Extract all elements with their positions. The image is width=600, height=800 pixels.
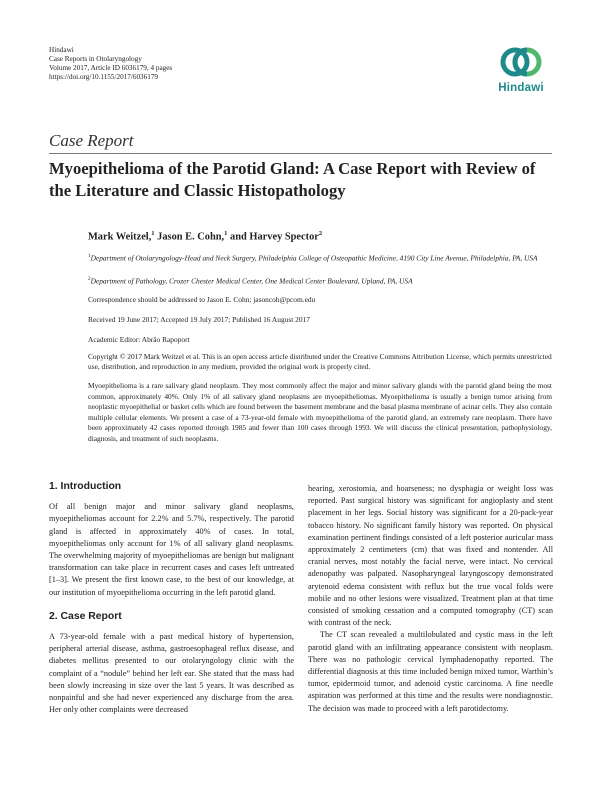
correspondence: Correspondence should be addressed to Jason E. Cohn; jasoncoh@pcom.edu [88,295,316,304]
article-title: Myoepithelioma of the Parotid Gland: A Case Report with Review of the Literature and Classic Histopathology [49,159,536,200]
doi-link[interactable]: https://doi.org/10.1155/2017/6036179 [49,73,159,81]
journal-header [49,46,172,82]
abstract: Myoepithelioma is a rare salivary gland neoplasm. They most commonly affect the major and minor salivary glands with the parotid gland being the most common, approximately 40%. Only 1% of all salivary gland neoplasms are myoepitheliomas. Myoepithelioma is usually a benign tumor arising from neoplastic myoepithelial or basket cells which are found between the basement membrane and the basal plasma membrane of acinar cells. They also contain multiple cellular elements. We present a case of a 73-year-old female with myoepithelioma of the parotid gland, an extremely rare neoplasm. There have been approximately 42 cases reported through 1985 and fewer than 100 cases through 1993. We will discuss the clinical presentation, pathophysiology, diagnosis, and treatment of such neoplasms. [88,381,552,443]
copyright-notice: Copyright © 2017 Mark Weitzel et al. This is an open access article distributed under the Creative Commons Attribution License, which permits unrestricted use, distribution, and reproduction in any medium, provided the original work is properly cited. [88,352,552,372]
author-name: and Harvey Spector [230,231,319,243]
affiliation-1 [88,251,552,264]
author-list [88,230,322,242]
affiliation-number: 2 [88,276,91,282]
journal-name: Case Reports in Otolaryngology [49,55,142,63]
author-name: Jason E. Cohn, [157,231,225,243]
case-report-paragraph: A 73-year-old female with a past medical history of hypertension, peripheral arterial disease, asthma, gastroesophageal reflux disease, and diabetes mellitus presented to our otolaryngology clinic with the complaint of a “nodule” behind her left ear. She stated that the mass had been slowly increasing in size over the last 5 years. It was described as nonpainful and she had never experienced any discharge from the area. Her only other complaints were decreased [49,632,294,715]
author-name: Mark Weitzel, [88,231,152,243]
case-history-paragraph: hearing, xerostomia, and hoarseness; no dysphagia or weight loss was reported. Past surgical history was significant for angioplasty and stent placement in her legs. Social history was significant for a 20-pack-year tobacco history. No significant family history was reported. On physical examination pertinent findings consisted of a left posterior auricular mass approximately 2 centimeters (cm) that was fixed and nontender. All cranial nerves, most notably the facial nerve, were intact. No cervical adenopathy was palpated. Nasopharyngeal laryngoscopy demonstrated arytenoid edema consistent with reflux but the true vocal folds were mobile and no other lesions were visualized. Treatment plan at that time consisted of smoking cessation and a computed tomography (CT) scan with contrast of the neck. [308,484,553,628]
hindawi-logo [493,42,549,106]
affiliation-2 [88,274,552,287]
article-type: Case Report [49,131,134,150]
academic-editor: Academic Editor: Abrão Rapoport [88,335,190,344]
affiliation-text: Department of Pathology, Crozer Chester Medical Center, One Medical Center Boulevard, Upland, PA, USA [90,276,413,286]
author-affiliation-mark: 2 [318,230,323,237]
affiliation-number: 1 [88,253,91,259]
hindawi-rings-icon [499,42,543,82]
article-dates: Received 19 June 2017; Accepted 19 July 2017; Published 16 August 2017 [88,315,310,324]
publisher-name: Hindawi [49,46,74,54]
logo-wordmark: Hindawi [498,82,544,94]
introduction-paragraph: Of all benign major and minor salivary gland neoplasms, myoepitheliomas account for 2.2% and 5.7%, respectively. The parotid gland is affected in approximately 40% of cases. In total, myoepitheliomas only account for 1% of all salivary gland neoplasms. The overwhelming majority of myoepitheliomas are benign but malignant transformation can take place in recurrent cases and cases left untreated [1–3]. We present the first known case, to the best of our knowledge, at our institution of myoepithelioma occurring in the left parotid gland. [49,502,294,597]
volume-line: Volume 2017, Article ID 6036179, 4 pages [49,64,173,72]
affiliation-text: Department of Otolaryngology-Head and Neck Surgery, Philadelphia College of Osteopathic Medicine, 4190 City Line Avenue, Philadelphia, PA, USA [90,253,538,263]
title-divider [49,153,552,154]
introduction-heading: 1. Introduction [49,481,122,492]
right-column [308,483,553,715]
author-affiliation-mark: 1 [224,230,228,237]
ct-scan-paragraph: The CT scan revealed a multilobulated and cystic mass in the left parotid gland with an infiltrating appearance consistent with neoplasm. There was no pathologic cervical lymphadenopathy reported. The differential diagnosis at this time included benign mixed tumor, Warthin’s tumor, epidermoid tumor, and adenoid cystic carcinoma. A fine needle aspiration was performed at this time and the results were nondiagnostic. The decision was made to proceed with a left parotidectomy. [308,630,553,713]
case-report-heading: 2. Case Report [49,610,122,622]
author-affiliation-mark: 1 [151,230,155,237]
left-column [49,481,294,716]
